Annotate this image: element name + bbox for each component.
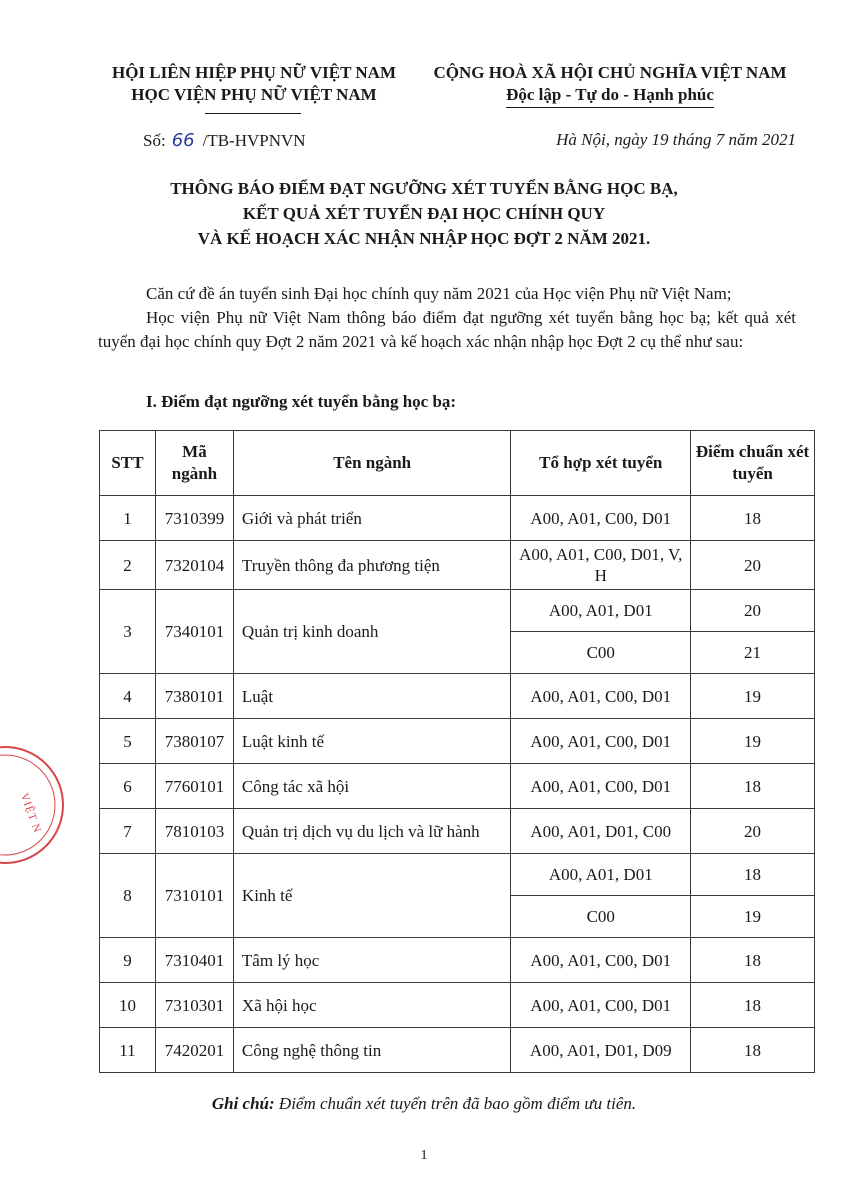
cell-combo: C00 (511, 896, 691, 938)
so-number-handwritten: 66 (171, 130, 195, 151)
cell-stt: 6 (100, 764, 156, 809)
cell-score: 19 (691, 896, 815, 938)
cell-combo: A00, A01, D01 (511, 854, 691, 896)
svg-text:VIỆT N: VIỆT N (17, 791, 44, 835)
document-number (143, 130, 306, 151)
cell-name: Quản trị dịch vụ du lịch và lữ hành (233, 809, 511, 854)
cell-name: Quản trị kinh doanh (233, 590, 511, 674)
cell-stt: 3 (100, 590, 156, 674)
cell-code: 7320104 (155, 541, 233, 590)
header-score: Điểm chuẩn xét tuyển (691, 431, 815, 496)
cell-code: 7310301 (155, 983, 233, 1028)
paragraph-announcement: Học viện Phụ nữ Việt Nam thông báo điểm đạt ngưỡng xét tuyển bằng học bạ; kết quả xét tuyển đại học chính quy Đợt 2 năm 2021 và kế hoạch xác nhận nhập học Đợt 2 cụ thể như sau: (98, 308, 796, 351)
admission-score-table (99, 430, 815, 1073)
note-text: Điểm chuẩn xét tuyển trên đã bao gồm điểm ưu tiên. (278, 1094, 637, 1113)
document-date: Hà Nội, ngày 19 tháng 7 năm 2021 (556, 130, 796, 149)
cell-stt: 4 (100, 674, 156, 719)
table-header-row (100, 431, 815, 496)
nation-line-2: Độc lập - Tự do - Hạnh phúc (506, 84, 714, 108)
cell-combo: A00, A01, D01, D09 (511, 1028, 691, 1073)
cell-combo: A00, A01, C00, D01 (511, 938, 691, 983)
cell-name: Công tác xã hội (233, 764, 511, 809)
cell-stt: 5 (100, 719, 156, 764)
cell-score: 20 (691, 809, 815, 854)
table-row (100, 719, 815, 764)
cell-name: Xã hội học (233, 983, 511, 1028)
cell-name: Tâm lý học (233, 938, 511, 983)
cell-code: 7310399 (155, 496, 233, 541)
red-seal-stamp-icon (0, 740, 70, 870)
so-label: Số: (143, 131, 166, 150)
table-row (100, 809, 815, 854)
table-row (100, 590, 815, 632)
cell-combo: A00, A01, C00, D01 (511, 719, 691, 764)
title-line-3: VÀ KẾ HOẠCH XÁC NHẬN NHẬP HỌC ĐỢT 2 NĂM 2021. (197, 229, 651, 248)
cell-code: 7420201 (155, 1028, 233, 1073)
cell-stt: 7 (100, 809, 156, 854)
cell-code: 7340101 (155, 590, 233, 674)
cell-name: Công nghệ thông tin (233, 1028, 511, 1073)
document-title (100, 176, 748, 251)
cell-combo: A00, A01, C00, D01 (511, 674, 691, 719)
cell-name: Luật (233, 674, 511, 719)
cell-score: 20 (691, 590, 815, 632)
page-number: 1 (420, 1148, 428, 1163)
org-line-1: HỘI LIÊN HIỆP PHỤ NỮ VIỆT NAM (111, 63, 396, 82)
cell-combo: A00, A01, C00, D01 (511, 764, 691, 809)
cell-code: 7380107 (155, 719, 233, 764)
table-row (100, 541, 815, 590)
cell-combo: C00 (511, 632, 691, 674)
cell-score: 21 (691, 632, 815, 674)
cell-combo: A00, A01, C00, D01 (511, 983, 691, 1028)
cell-score: 18 (691, 1028, 815, 1073)
national-motto-block (418, 62, 802, 108)
title-line-2: KẾT QUẢ XÉT TUYỂN ĐẠI HỌC CHÍNH QUY (242, 204, 606, 223)
cell-code: 7760101 (155, 764, 233, 809)
header-combo: Tổ hợp xét tuyển (511, 431, 691, 496)
cell-stt: 8 (100, 854, 156, 938)
cell-score: 19 (691, 674, 815, 719)
cell-stt: 2 (100, 541, 156, 590)
cell-score: 18 (691, 764, 815, 809)
cell-combo: A00, A01, D01, C00 (511, 809, 691, 854)
table-row (100, 674, 815, 719)
cell-stt: 1 (100, 496, 156, 541)
header-code: Mã ngành (155, 431, 233, 496)
table-row (100, 854, 815, 896)
nation-line-1: CỘNG HOÀ XÃ HỘI CHỦ NGHĨA VIỆT NAM (433, 63, 787, 82)
note-label: Ghi chú: (211, 1094, 275, 1113)
table-row (100, 983, 815, 1028)
table-row (100, 938, 815, 983)
cell-stt: 10 (100, 983, 156, 1028)
cell-score: 18 (691, 983, 815, 1028)
cell-score: 18 (691, 854, 815, 896)
paragraph-basis: Căn cứ đề án tuyển sinh Đại học chính quy năm 2021 của Học viện Phụ nữ Việt Nam; (146, 284, 732, 303)
cell-stt: 9 (100, 938, 156, 983)
table-row (100, 1028, 815, 1073)
cell-stt: 11 (100, 1028, 156, 1073)
cell-combo: A00, A01, D01 (511, 590, 691, 632)
header-name: Tên ngành (233, 431, 511, 496)
so-suffix: /TB-HVPNVN (202, 131, 306, 150)
org-line-2: HỌC VIỆN PHỤ NỮ VIỆT NAM (131, 85, 377, 104)
cell-code: 7810103 (155, 809, 233, 854)
cell-combo: A00, A01, C00, D01 (511, 496, 691, 541)
header-stt: STT (100, 431, 156, 496)
title-line-1: THÔNG BÁO ĐIỂM ĐẠT NGƯỠNG XÉT TUYỂN BẰNG HỌC BẠ, (170, 179, 678, 198)
cell-code: 7310401 (155, 938, 233, 983)
cell-score: 18 (691, 496, 815, 541)
table-row (100, 764, 815, 809)
organization-block (104, 62, 404, 106)
cell-code: 7380101 (155, 674, 233, 719)
cell-name: Giới và phát triển (233, 496, 511, 541)
section-heading: I. Điểm đạt ngưỡng xét tuyển bằng học bạ: (146, 392, 457, 411)
cell-score: 20 (691, 541, 815, 590)
cell-name: Luật kinh tế (233, 719, 511, 764)
cell-name: Kinh tế (233, 854, 511, 938)
footnote (0, 1094, 848, 1114)
cell-score: 19 (691, 719, 815, 764)
cell-code: 7310101 (155, 854, 233, 938)
table-row (100, 496, 815, 541)
cell-score: 18 (691, 938, 815, 983)
cell-name: Truyền thông đa phương tiện (233, 541, 511, 590)
cell-combo: A00, A01, C00, D01, V, H (511, 541, 691, 590)
org-underline (205, 113, 301, 114)
